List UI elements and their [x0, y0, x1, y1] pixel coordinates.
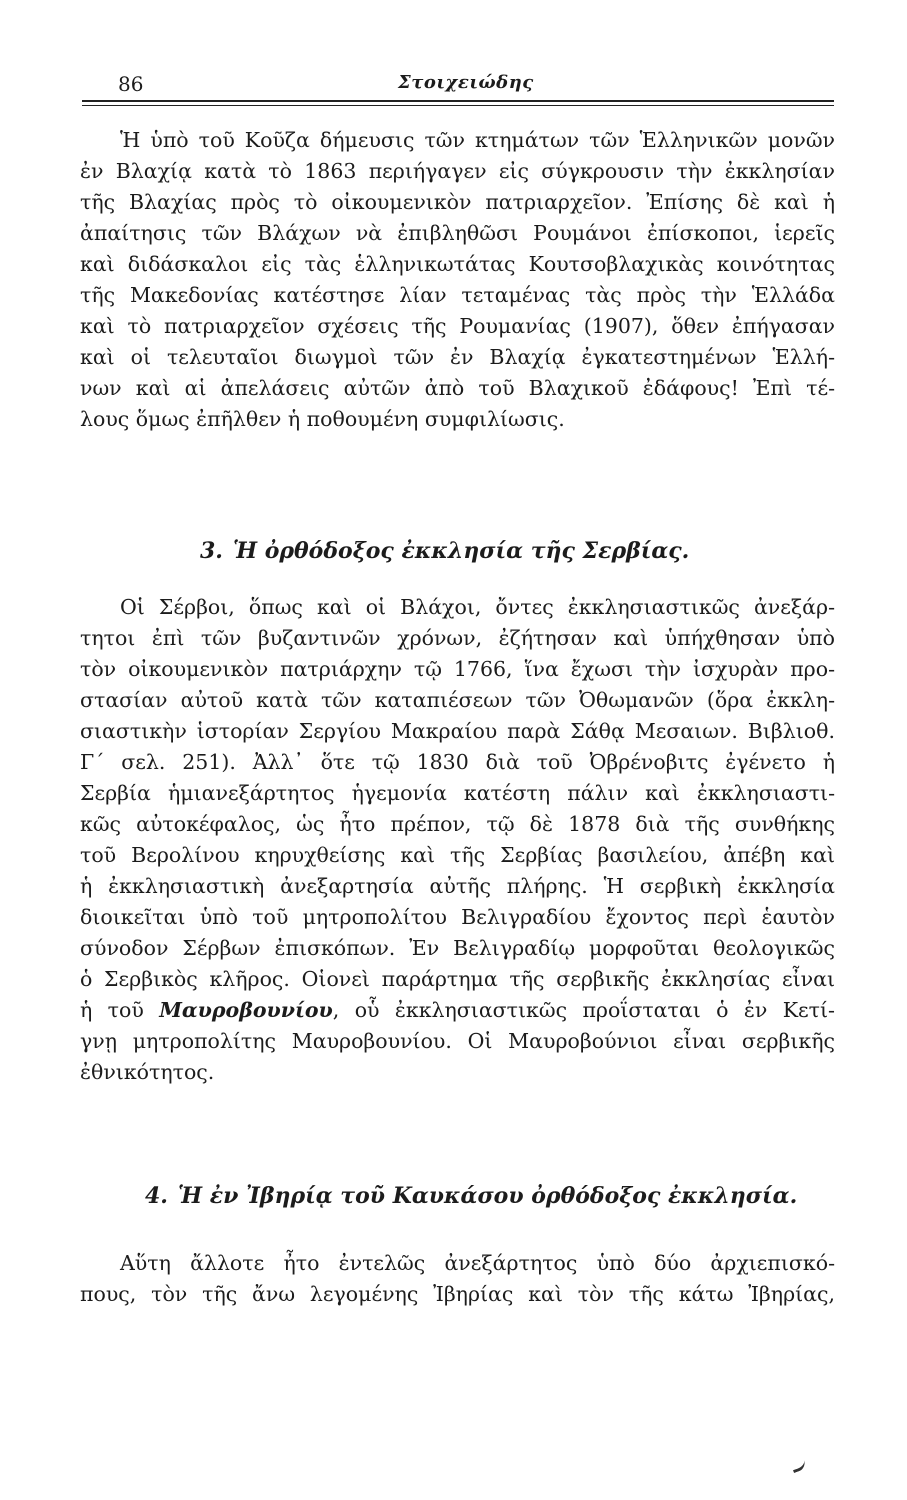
running-title: Στοιχειώδης — [398, 72, 534, 93]
text-line: Οἱ Σέρβοι, ὅπως καὶ οἱ Βλάχοι, ὄντες ἐκκλησιαστικῶς ἀνεξάρ- — [120, 595, 835, 619]
header-rule-thick — [82, 100, 834, 102]
text-line: γνῃ μητροπολίτης Μαυροβουνίου. Οἱ Μαυροβούνιοι εἶναι σερβικῆς — [80, 1029, 835, 1053]
text-line — [80, 995, 835, 1026]
text-line: σιαστικὴν ἱστορίαν Σεργίου Μακραίου παρὰ Σάθᾳ Μεσαιων. Βιβλιοθ. — [80, 719, 835, 743]
text-fragment: , οὗ ἐκκλησιαστικῶς προΐσταται ὁ ἐν Κετί- — [332, 998, 835, 1022]
header-rule-thin — [82, 105, 834, 106]
text-line: διοικεῖται ὑπὸ τοῦ μητροπολίτου Βελιγραδίου ἔχοντος περὶ ἑαυτὸν — [80, 905, 835, 929]
text-line: τὸν οἰκουμενικὸν πατριάρχην τῷ 1766, ἵνα ἔχωσι τὴν ἰσχυρὰν προ- — [80, 657, 835, 681]
section-title: Ἡ ἐν Ἰβηρίᾳ τοῦ Καυκάσου ὀρθόδοξος ἐκκλησία. — [177, 1183, 798, 1209]
text-line: τῆς Βλαχίας πρὸς τὸ οἰκουμενικὸν πατριαρχεῖον. Ἐπίσης δὲ καὶ ἡ — [80, 190, 835, 214]
text-line: σύνοδον Σέρβων ἐπισκόπων. Ἐν Βελιγραδίῳ μορφοῦται θεολογικῶς — [80, 936, 835, 960]
text-line: ἡ ἐκκλησιαστικὴ ἀνεξαρτησία αὐτῆς πλήρης. Ἡ σερβικὴ ἐκκλησία — [80, 874, 835, 898]
section-heading-serbia — [200, 538, 689, 564]
text-line: τοῦ Βερολίνου κηρυχθείσης καὶ τῆς Σερβίας βασιλείου, ἀπέβη καὶ — [80, 843, 835, 867]
text-line: στασίαν αὐτοῦ κατὰ τῶν καταπιέσεων τῶν Ὀθωμανῶν (ὅρα ἐκκλη- — [80, 688, 835, 712]
section-title: Ἡ ὀρθόδοξος ἐκκλησία τῆς Σερβίας. — [232, 538, 690, 564]
text-fragment: ἡ τοῦ — [80, 998, 160, 1022]
page-number: 86 — [118, 72, 144, 96]
text-line: Σερβία ἡμιανεξάρτητος ἡγεμονία κατέστη πάλιν καὶ ἐκκλησιαστι- — [80, 781, 835, 805]
text-line: καὶ οἱ τελευταῖοι διωγμοὶ τῶν ἐν Βλαχίᾳ ἐγκατεστημένων Ἑλλή- — [80, 345, 835, 369]
paragraph-iberia — [80, 1248, 835, 1310]
text-line: πους, τὸν τῆς ἄνω λεγομένης Ἰβηρίας καὶ τὸν τῆς κάτω Ἰβηρίας, — [80, 1282, 835, 1306]
text-line: ἀπαίτησις τῶν Βλάχων νὰ ἐπιβληθῶσι Ρουμάνοι ἐπίσκοποι, ἱερεῖς — [80, 221, 835, 245]
text-line: ἐθνικότητος. — [80, 1060, 215, 1084]
text-line: ἐν Βλαχίᾳ κατὰ τὸ 1863 περιήγαγεν εἰς σύγκρουσιν τὴν ἐκκλησίαν — [80, 159, 835, 183]
text-line: καὶ τὸ πατριαρχεῖον σχέσεις τῆς Ρουμανίας (1907), ὅθεν ἐπήγασαν — [80, 314, 835, 338]
text-line: Αὕτη ἄλλοτε ἦτο ἐντελῶς ἀνεξάρτητος ὑπὸ δύο ἀρχιεπισκό- — [120, 1251, 835, 1275]
paragraph-serbia — [80, 592, 835, 1088]
text-line: Ἡ ὑπὸ τοῦ Κοῦζα δήμευσις τῶν κτημάτων τῶν Ἑλληνικῶν μονῶν — [120, 128, 835, 152]
text-line: ὁ Σερβικὸς κλῆρος. Οἱονεὶ παράρτημα τῆς σερβικῆς ἐκκλησίας εἶναι — [80, 967, 835, 991]
text-line: τητοι ἐπὶ τῶν βυζαντινῶν χρόνων, ἐζήτησαν καὶ ὑπήχθησαν ὑπὸ — [80, 626, 835, 650]
section-number: 4. — [145, 1183, 168, 1209]
emphasis-montenegro: Μαυροβουνίου — [159, 998, 333, 1022]
paragraph-vlachia — [80, 125, 835, 435]
text-line: νων καὶ αἱ ἀπελάσεις αὐτῶν ἀπὸ τοῦ Βλαχικοῦ ἐδάφους! Ἐπὶ τέ- — [80, 376, 835, 400]
text-line: κῶς αὐτοκέφαλος, ὡς ἦτο πρέπον, τῷ δὲ 1878 διὰ τῆς συνθήκης — [80, 812, 835, 836]
text-line: καὶ διδάσκαλοι εἰς τὰς ἑλληνικωτάτας Κουτσοβλαχικὰς κοινότητας — [80, 252, 835, 276]
text-line: Γ΄ σελ. 251). Ἀλλ᾽ ὅτε τῷ 1830 διὰ τοῦ Ὀβρένοβιτς ἐγένετο ἡ — [80, 750, 835, 774]
section-heading-iberia — [145, 1183, 797, 1209]
text-line: λους ὅμως ἐπῆλθεν ἡ ποθουμένη συμφιλίωσις. — [80, 407, 565, 431]
section-number: 3. — [200, 538, 223, 564]
ink-mark — [791, 1460, 807, 1473]
text-line: τῆς Μακεδονίας κατέστησε λίαν τεταμένας τὰς πρὸς τὴν Ἑλλάδα — [80, 283, 835, 307]
page-header — [80, 70, 835, 100]
